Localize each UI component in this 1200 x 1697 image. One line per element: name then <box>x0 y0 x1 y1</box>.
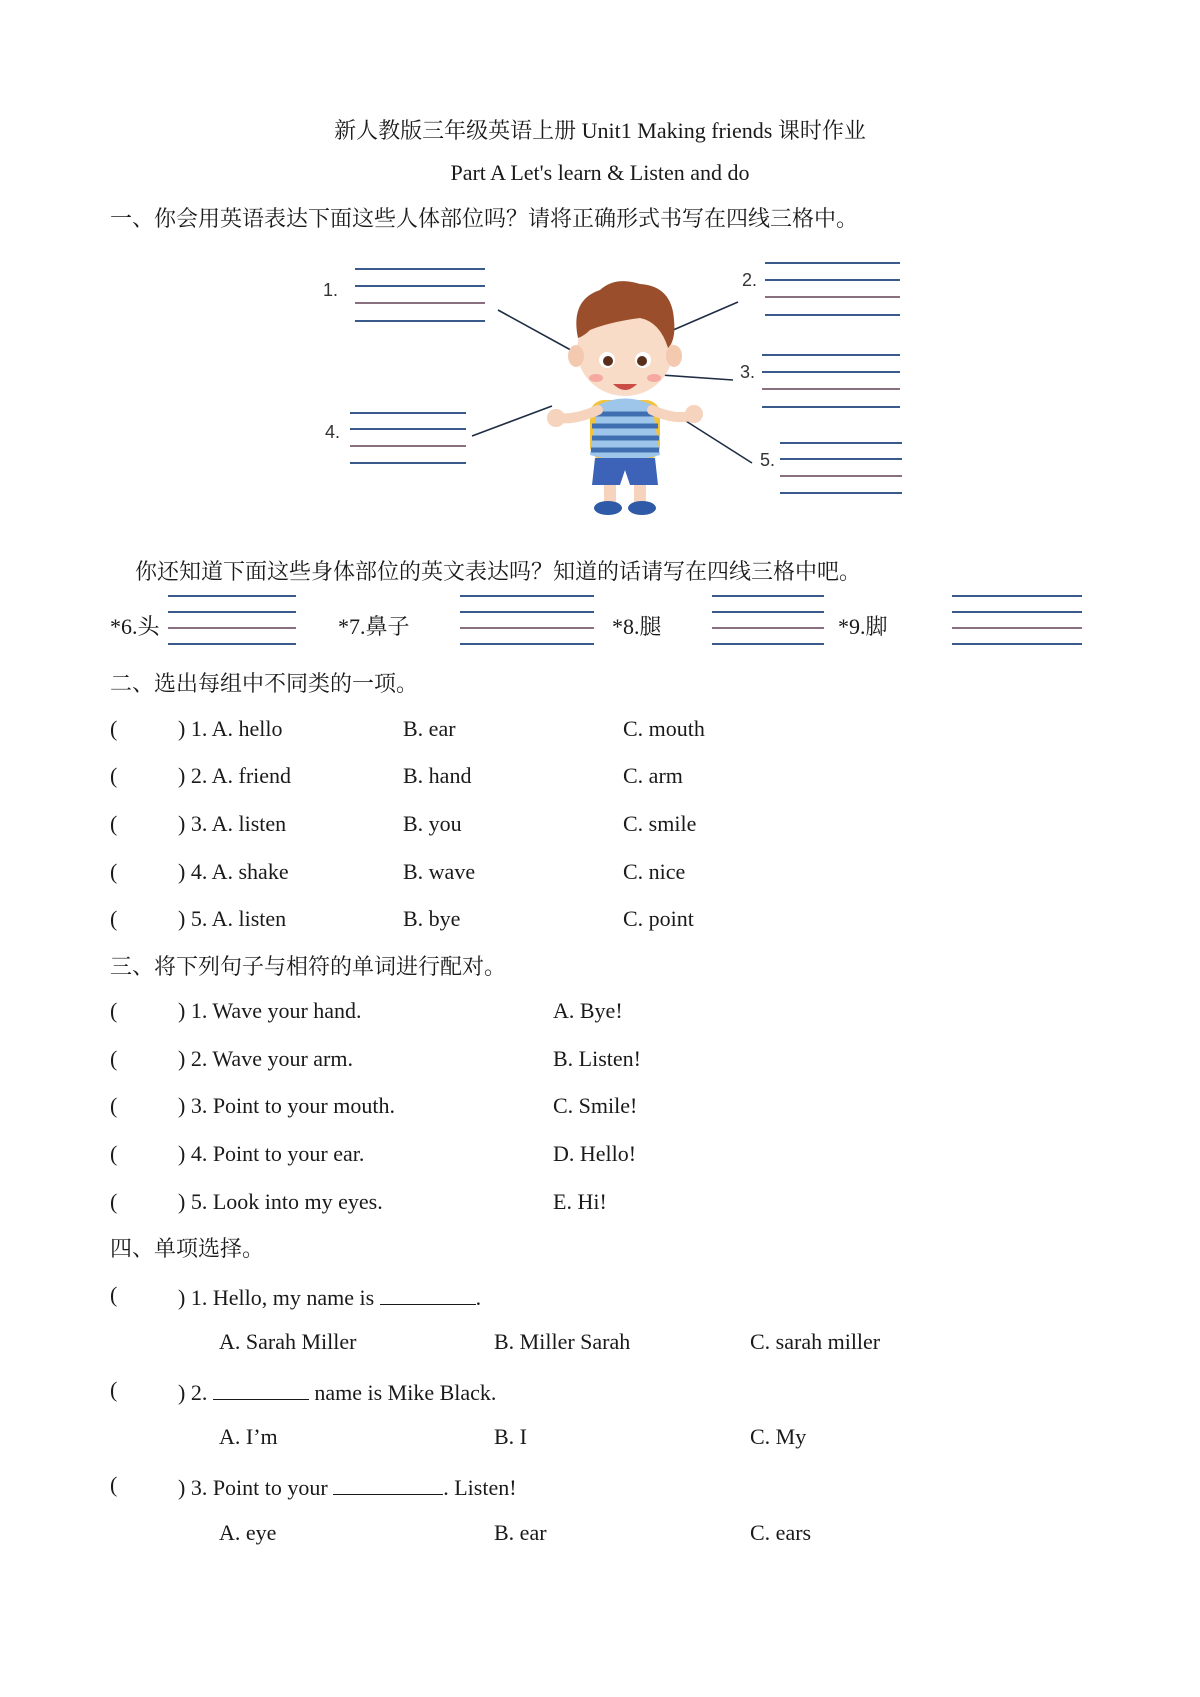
option-b: B. ear <box>403 716 456 741</box>
question-suffix: . Listen! <box>443 1475 517 1500</box>
fill-blank[interactable] <box>380 1282 476 1305</box>
match-option: B. Listen! <box>553 1046 641 1071</box>
boy-illustration <box>0 0 1200 560</box>
label-5: 5. <box>760 450 776 470</box>
option-c: C. My <box>750 1424 807 1449</box>
extra-label-foot: *9.脚 <box>838 614 888 639</box>
writing-grid-9[interactable] <box>952 595 1082 645</box>
option-c: C. smile <box>623 811 697 836</box>
option-b: B. Miller Sarah <box>494 1329 631 1354</box>
match-option: D. Hello! <box>553 1141 637 1166</box>
question-text: ) 3. A. listen <box>178 811 287 836</box>
answer-paren[interactable]: ( <box>110 906 118 931</box>
question-text: ) 1. A. hello <box>178 716 283 741</box>
writing-grid-7[interactable] <box>460 595 594 645</box>
question-prefix: ) 1. Hello, my name is <box>178 1285 380 1310</box>
option-b: B. hand <box>403 763 472 788</box>
page-title: 新人教版三年级英语上册 Unit1 Making friends 课时作业 <box>334 118 866 143</box>
option-a: A. eye <box>219 1520 277 1545</box>
question-suffix: name is Mike Black. <box>308 1380 497 1405</box>
option-a: A. Sarah Miller <box>219 1329 357 1354</box>
option-b: B. bye <box>403 906 461 931</box>
answer-paren[interactable]: ( <box>110 859 118 884</box>
sentence-text: ) 5. Look into my eyes. <box>178 1189 383 1214</box>
answer-paren[interactable]: ( <box>110 1046 118 1071</box>
label-3: 3. <box>740 362 756 382</box>
option-c: C. ears <box>750 1520 812 1545</box>
match-option: C. Smile! <box>553 1093 638 1118</box>
match-option: E. Hi! <box>553 1189 607 1214</box>
writing-grid-6[interactable] <box>168 595 296 645</box>
option-c: C. nice <box>623 859 686 884</box>
question-stem <box>178 1472 517 1501</box>
section-3-heading: 三、将下列句子与相符的单词进行配对。 <box>110 954 507 979</box>
section-1-intro-2: 你还知道下面这些身体部位的英文表达吗？知道的话请写在四线三格中吧。 <box>135 559 862 584</box>
answer-paren[interactable]: ( <box>110 811 118 836</box>
sentence-text: ) 1. Wave your hand. <box>178 998 362 1023</box>
question-stem <box>178 1282 481 1311</box>
question-suffix: . <box>475 1285 482 1310</box>
question-prefix: ) 3. Point to your <box>178 1475 334 1500</box>
question-prefix: ) 2. <box>178 1380 213 1405</box>
answer-paren[interactable]: ( <box>110 1377 118 1402</box>
option-c: C. mouth <box>623 716 705 741</box>
option-c: C. point <box>623 906 694 931</box>
label-2: 2. <box>742 270 758 290</box>
answer-paren[interactable]: ( <box>110 763 118 788</box>
option-c: C. sarah miller <box>750 1329 881 1354</box>
answer-paren[interactable]: ( <box>110 1093 118 1118</box>
fill-blank[interactable] <box>213 1377 309 1400</box>
section-1-heading: 一、你会用英语表达下面这些人体部位吗？请将正确形式书写在四线三格中。 <box>110 206 859 231</box>
extra-label-nose: *7.鼻子 <box>338 614 410 639</box>
option-a: A. I’m <box>219 1424 278 1449</box>
answer-paren[interactable]: ( <box>110 998 118 1023</box>
answer-paren[interactable]: ( <box>110 1141 118 1166</box>
fill-blank[interactable] <box>333 1472 443 1495</box>
answer-paren[interactable]: ( <box>110 1189 118 1214</box>
writing-grid-8[interactable] <box>712 595 824 645</box>
option-b: B. ear <box>494 1520 547 1545</box>
match-option: A. Bye! <box>553 998 623 1023</box>
section-2-heading: 二、选出每组中不同类的一项。 <box>110 671 419 696</box>
extra-label-leg: *8.腿 <box>612 614 662 639</box>
sentence-text: ) 2. Wave your arm. <box>178 1046 353 1071</box>
option-b: B. wave <box>403 859 476 884</box>
sentence-text: ) 3. Point to your mouth. <box>178 1093 395 1118</box>
label-1: 1. <box>323 280 339 300</box>
label-4: 4. <box>325 422 341 442</box>
answer-paren[interactable]: ( <box>110 716 118 741</box>
option-b: B. you <box>403 811 462 836</box>
section-4-heading: 四、单项选择。 <box>110 1236 265 1261</box>
question-text: ) 5. A. listen <box>178 906 287 931</box>
question-text: ) 4. A. shake <box>178 859 289 884</box>
option-c: C. arm <box>623 763 683 788</box>
extra-label-head: *6.头 <box>110 614 160 639</box>
page-subtitle: Part A Let's learn & Listen and do <box>450 160 750 185</box>
question-text: ) 2. A. friend <box>178 763 292 788</box>
question-stem <box>178 1377 496 1406</box>
sentence-text: ) 4. Point to your ear. <box>178 1141 365 1166</box>
answer-paren[interactable]: ( <box>110 1472 118 1497</box>
option-b: B. I <box>494 1424 527 1449</box>
answer-paren[interactable]: ( <box>110 1282 118 1307</box>
